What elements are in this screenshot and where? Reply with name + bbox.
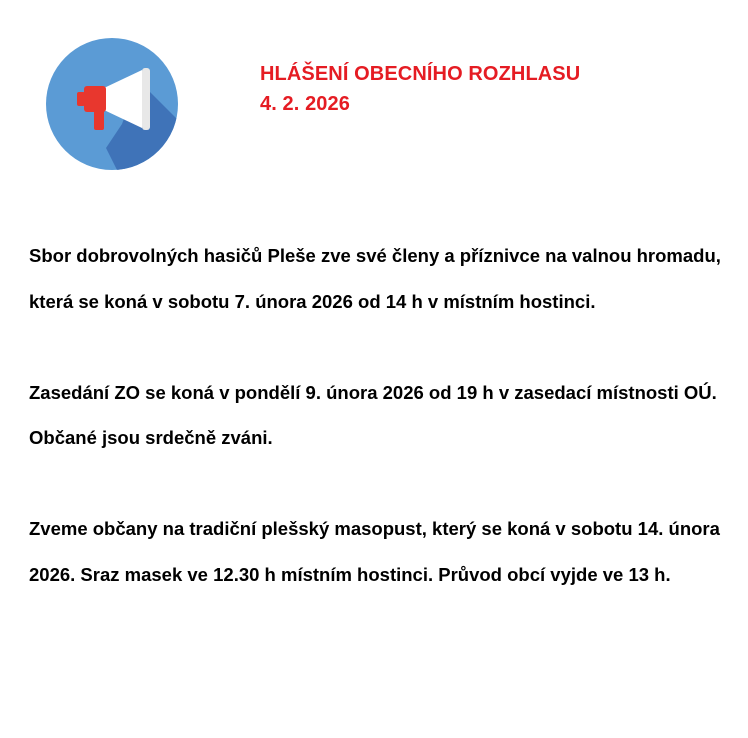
broadcast-logo [46,38,178,170]
announcement-date: 4. 2. 2026 [260,93,350,115]
page-title: HLÁŠENÍ OBECNÍHO ROZHLASU [260,63,581,85]
announcement-masopust: Zveme občany na tradiční plešský masopust, který se koná v sobotu 14. února 2026. Sraz masek ve 12.30 h místním hostinci. Průvod obcí vyjde ve 13 h. [29,518,720,585]
announcement-header [260,59,580,119]
announcement-list [29,233,729,597]
announcement-zasedani: Zasedání ZO se koná v pondělí 9. února 2026 od 19 h v zasedací místnosti OÚ. Občané jsou srdečně zváni. [29,381,717,448]
megaphone-icon [46,38,178,170]
announcement-hasici: Sbor dobrovolných hasičů Pleše zve své členy a příznivce na valnou hromadu, která se koná v sobotu 7. února 2026 od 14 h v místním hostinci. [29,245,721,312]
